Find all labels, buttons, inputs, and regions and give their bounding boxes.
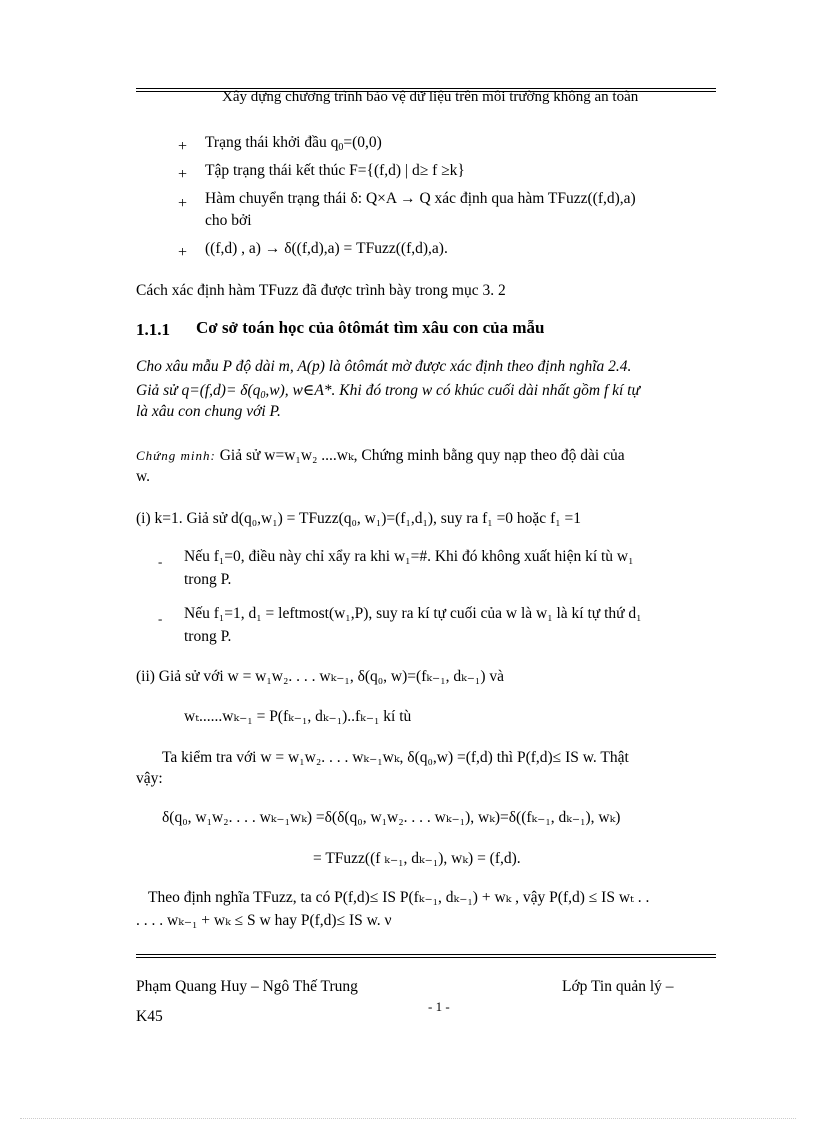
bullet-transition-line2: cho bởi <box>205 212 252 229</box>
proof-line-1: Chứng minh: Giả sử w=w₁w₂ ....wₖ, Chứng minh bằng quy nạp theo độ dài của <box>136 447 625 464</box>
check-line2: vậy: <box>136 770 163 787</box>
theorem-line-2: Giả sử $q=(f,d)= \delta(q_0,w)$, w∈A*. Khi đó trong w có khúc cuối dài nhất gồm f kí tự <box>136 382 640 401</box>
bullet-transition-def: ((f,d) , a) → δ((f,d),a) = TFuzz((f,d),a). <box>205 240 448 257</box>
bullet-final-states: Tập trạng thái kết thúc F={(f,d) | d≥ f ≥k} <box>205 162 465 179</box>
bullet-plus-2: + <box>178 166 188 183</box>
footer-page-number: - 1 - <box>428 999 450 1014</box>
bullet-plus-3: + <box>178 195 188 212</box>
bullet-plus-4: + <box>178 244 188 261</box>
section-number: 1.1.1 <box>136 320 170 339</box>
case-1: (i) k=1. Giả sử d(q₀,w₁) = TFuzz(q₀, w₁)=(f₁,d₁), suy ra f₁ =0 hoặc f₁ =1 <box>136 510 581 527</box>
case-1b-line1: Nếu f₁=1, d₁ = leftmost(w₁,P), suy ra kí tự cuối của w là w₁ là kí tự thứ d₁ <box>184 605 642 622</box>
bullet-plus-1: + <box>178 138 188 155</box>
equation-line2: = TFuzz((f ₖ₋₁, dₖ₋₁), wₖ) = (f,d). <box>313 850 521 867</box>
conclusion-line2: . . . . wₖ₋₁ + wₖ ≤ S w hay P(f,d)≤ IS w. ν <box>136 912 392 929</box>
footer-authors: Phạm Quang Huy – Ngô Thế Trung <box>136 978 358 995</box>
check-line1: Ta kiểm tra với w = w₁w₂. . . . wₖ₋₁wₖ, δ(q₀,w) =(f,d) thì P(f,d)≤ IS w. Thật <box>162 749 629 766</box>
case-2-line1: (ii) Giả sử với w = w₁w₂. . . . wₖ₋₁, δ(q₀, w)=(fₖ₋₁, dₖ₋₁) và <box>136 668 504 685</box>
proof-line-2: w. <box>136 468 151 485</box>
footer-class: Lớp Tin quản lý – <box>562 978 674 995</box>
header-title: Xây dựng chương trình bảo vệ dữ liệu trên môi trường không an toàn <box>222 89 639 105</box>
page-edge <box>20 1118 796 1119</box>
tfuzz-note: Cách xác định hàm TFuzz đã được trình bày trong mục 3. 2 <box>136 282 506 299</box>
case-1b-line2: trong P. <box>184 628 232 645</box>
case-1a-dash: - <box>158 554 163 569</box>
footer-class-cont: K45 <box>136 1008 163 1025</box>
case-1b-dash: - <box>158 611 163 626</box>
section-title: Cơ sở toán học của ôtômát tìm xâu con của mẫu <box>196 318 545 337</box>
theorem-line-3: là xâu con chung với P. <box>136 403 281 420</box>
proof-label: Chứng minh: <box>136 448 216 463</box>
footer-rule <box>136 954 716 958</box>
equation-line1: δ(q₀, w₁w₂. . . . wₖ₋₁wₖ) =δ(δ(q₀, w₁w₂. . . . wₖ₋₁), wₖ)=δ((fₖ₋₁, dₖ₋₁), wₖ) <box>162 809 621 826</box>
bullet-transition-line1: Hàm chuyển trạng thái δ: Q×A → Q xác định qua hàm TFuzz((f,d),a) <box>205 190 636 207</box>
case-1a-line1: Nếu f₁=0, điều này chỉ xẩy ra khi w₁=#. Khi đó không xuất hiện kí tù w₁ <box>184 548 634 565</box>
conclusion-line1: Theo định nghĩa TFuzz, ta có P(f,d)≤ IS P(fₖ₋₁, dₖ₋₁) + wₖ , vậy P(f,d) ≤ IS wₜ . . <box>148 889 650 906</box>
theorem-line-1: Cho xâu mẫu P độ dài m, A(p) là ôtômát mờ được xác định theo định nghĩa 2.4. <box>136 358 632 375</box>
case-2-line2: wₜ......wₖ₋₁ = P(fₖ₋₁, dₖ₋₁)..fₖ₋₁ kí tù <box>184 708 412 725</box>
bullet-start-state: Trạng thái khởi đầu $q_0=(0,0)$ <box>205 134 382 153</box>
case-1a-line2: trong P. <box>184 571 232 588</box>
